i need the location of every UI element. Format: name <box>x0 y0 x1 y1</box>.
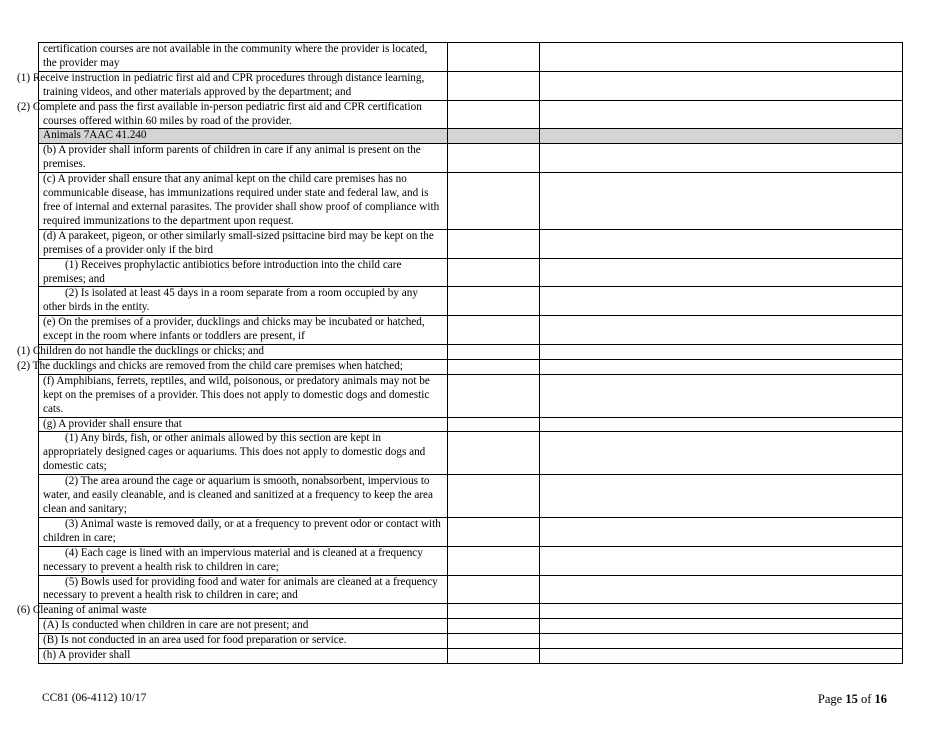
table-row <box>39 374 903 417</box>
compliance-cell[interactable] <box>448 129 540 144</box>
regulation-checklist-table <box>17 42 903 664</box>
table-row <box>39 71 903 100</box>
compliance-cell[interactable] <box>448 100 540 129</box>
regulation-text: (e) On the premises of a provider, ducklings and chicks may be incubated or hatched, except in the room where infants or toddlers are present, if <box>39 316 448 345</box>
page-number <box>818 692 887 707</box>
comments-cell[interactable] <box>540 129 903 144</box>
comments-cell[interactable] <box>540 432 903 475</box>
compliance-cell[interactable] <box>448 345 540 360</box>
comments-cell[interactable] <box>540 229 903 258</box>
compliance-cell[interactable] <box>448 287 540 316</box>
regulation-text: (1) Receive instruction in pediatric first aid and CPR procedures through distance learning, training videos, and other materials approved by the department; and <box>39 71 448 100</box>
table-row <box>39 432 903 475</box>
compliance-cell[interactable] <box>448 144 540 173</box>
compliance-cell[interactable] <box>448 43 540 72</box>
section-header-row <box>39 129 903 144</box>
comments-cell[interactable] <box>540 619 903 634</box>
table-row <box>39 634 903 649</box>
table-row <box>39 417 903 432</box>
comments-cell[interactable] <box>540 634 903 649</box>
compliance-cell[interactable] <box>448 619 540 634</box>
table-row <box>39 619 903 634</box>
compliance-cell[interactable] <box>448 316 540 345</box>
page-total: 16 <box>874 692 887 706</box>
regulation-text: (d) A parakeet, pigeon, or other similarly small-sized psittacine bird may be kept on the premises of a provider only if the bird <box>39 229 448 258</box>
table-row <box>39 649 903 664</box>
regulation-text: (5) Bowls used for providing food and water for animals are cleaned at a frequency necessary to prevent a health risk to children in care; and <box>39 575 448 604</box>
regulation-text: (2) The ducklings and chicks are removed from the child care premises when hatched; <box>39 359 448 374</box>
comments-cell[interactable] <box>540 546 903 575</box>
comments-cell[interactable] <box>540 604 903 619</box>
section-title: Animals 7AAC 41.240 <box>39 129 448 144</box>
table-row <box>39 100 903 129</box>
compliance-cell[interactable] <box>448 417 540 432</box>
regulation-text: (4) Each cage is lined with an impervious material and is cleaned at a frequency necessary to prevent a health risk to children in care; <box>39 546 448 575</box>
regulation-text: (1) Any birds, fish, or other animals allowed by this section are kept in appropriately designed cages or aquariums. This does not apply to domestic dogs and domestic cats; <box>39 432 448 475</box>
comments-cell[interactable] <box>540 287 903 316</box>
compliance-cell[interactable] <box>448 359 540 374</box>
table-row <box>39 604 903 619</box>
regulation-text: (1) Receives prophylactic antibiotics before introduction into the child care premises; and <box>39 258 448 287</box>
comments-cell[interactable] <box>540 359 903 374</box>
comments-cell[interactable] <box>540 173 903 230</box>
regulation-text: (h) A provider shall <box>39 649 448 664</box>
page-sep: of <box>857 692 875 706</box>
compliance-cell[interactable] <box>448 229 540 258</box>
table-body <box>17 43 903 664</box>
table-row <box>39 345 903 360</box>
regulation-text: (f) Amphibians, ferrets, reptiles, and wild, poisonous, or predatory animals may not be kept on the premises of a provider. This does not apply to domestic dogs and domestic cats. <box>39 374 448 417</box>
regulation-text: certification courses are not available in the community where the provider is located, the provider may <box>39 43 448 72</box>
table-row <box>39 258 903 287</box>
comments-cell[interactable] <box>540 475 903 518</box>
table-row <box>39 43 903 72</box>
regulation-text: (B) Is not conducted in an area used for food preparation or service. <box>39 634 448 649</box>
table-row <box>39 517 903 546</box>
compliance-cell[interactable] <box>448 432 540 475</box>
compliance-cell[interactable] <box>448 517 540 546</box>
regulation-text: (2) Is isolated at least 45 days in a room separate from a room occupied by any other birds in the entity. <box>39 287 448 316</box>
compliance-cell[interactable] <box>448 374 540 417</box>
compliance-cell[interactable] <box>448 546 540 575</box>
regulation-text: (3) Animal waste is removed daily, or at a frequency to prevent odor or contact with children in care; <box>39 517 448 546</box>
regulation-text: (A) Is conducted when children in care are not present; and <box>39 619 448 634</box>
compliance-cell[interactable] <box>448 604 540 619</box>
table-row <box>39 475 903 518</box>
compliance-cell[interactable] <box>448 71 540 100</box>
comments-cell[interactable] <box>540 43 903 72</box>
comments-cell[interactable] <box>540 144 903 173</box>
table-row <box>39 316 903 345</box>
comments-cell[interactable] <box>540 575 903 604</box>
compliance-cell[interactable] <box>448 634 540 649</box>
page-current: 15 <box>845 692 858 706</box>
comments-cell[interactable] <box>540 316 903 345</box>
table-row <box>39 229 903 258</box>
comments-cell[interactable] <box>540 258 903 287</box>
comments-cell[interactable] <box>540 100 903 129</box>
compliance-cell[interactable] <box>448 173 540 230</box>
form-id: CC81 (06-4112) 10/17 <box>42 692 147 704</box>
comments-cell[interactable] <box>540 71 903 100</box>
regulation-text: (g) A provider shall ensure that <box>39 417 448 432</box>
table-row <box>39 287 903 316</box>
regulation-text: (6) Cleaning of animal waste <box>39 604 448 619</box>
table-row <box>39 546 903 575</box>
regulation-text: (c) A provider shall ensure that any animal kept on the child care premises has no communicable disease, has immunizations required under state and federal law, and is free of internal and external parasites. The provider shall show proof of compliance with required immunizations to the department upon request. <box>39 173 448 230</box>
table-row <box>39 173 903 230</box>
regulation-text: (2) Complete and pass the first available in-person pediatric first aid and CPR certification courses offered within 60 miles by road of the provider. <box>39 100 448 129</box>
compliance-cell[interactable] <box>448 575 540 604</box>
regulation-text: (1) Children do not handle the ducklings or chicks; and <box>39 345 448 360</box>
table-row <box>39 575 903 604</box>
table-row <box>39 359 903 374</box>
comments-cell[interactable] <box>540 345 903 360</box>
compliance-cell[interactable] <box>448 649 540 664</box>
comments-cell[interactable] <box>540 649 903 664</box>
table-row <box>39 144 903 173</box>
regulation-text: (2) The area around the cage or aquarium is smooth, nonabsorbent, impervious to water, and easily cleanable, and is cleaned and sanitized at a frequency to keep the area clean and sanitary; <box>39 475 448 518</box>
regulation-text: (b) A provider shall inform parents of children in care if any animal is present on the premises. <box>39 144 448 173</box>
page-prefix: Page <box>817 692 846 706</box>
comments-cell[interactable] <box>540 517 903 546</box>
compliance-cell[interactable] <box>448 475 540 518</box>
compliance-cell[interactable] <box>448 258 540 287</box>
comments-cell[interactable] <box>540 417 903 432</box>
comments-cell[interactable] <box>540 374 903 417</box>
